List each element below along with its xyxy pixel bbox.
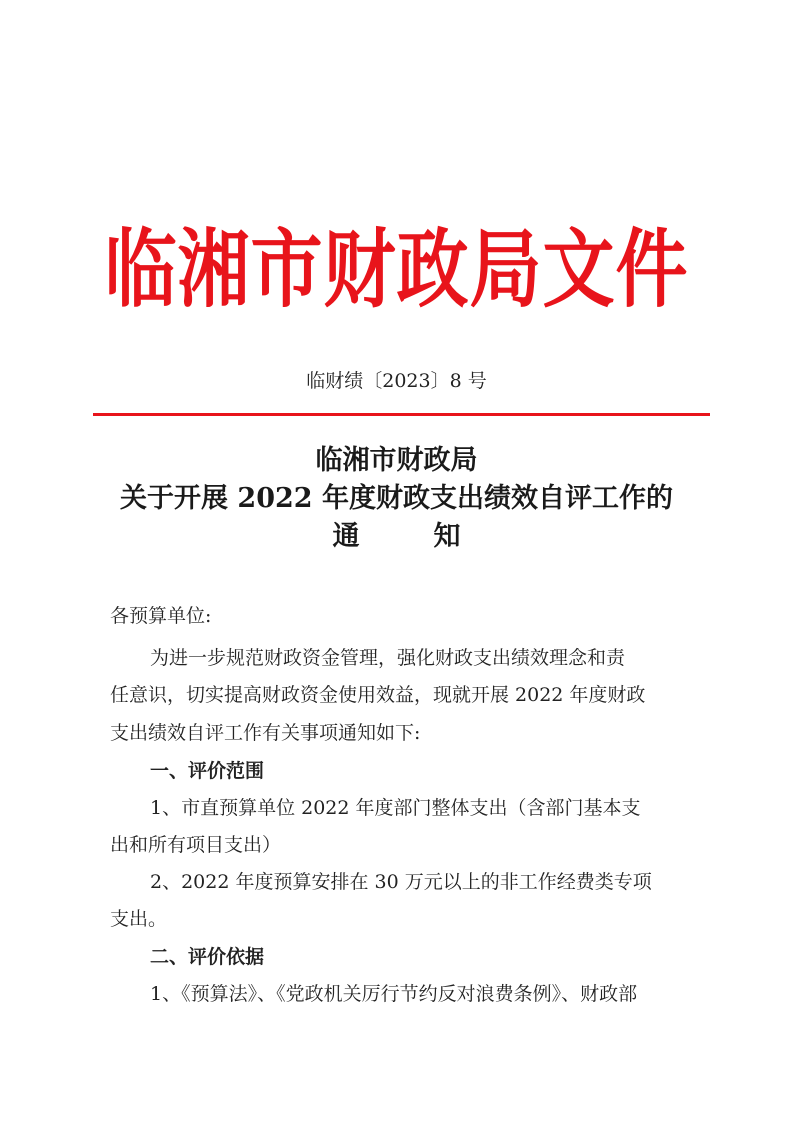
section-heading-basis: 二、评价依据 xyxy=(150,946,265,968)
salutation: 各预算单位: xyxy=(110,605,212,627)
document-number: 临财绩〔2023〕8 号 xyxy=(306,370,487,392)
notice-title-char-2: 知 xyxy=(433,521,461,552)
intro-paragraph-line-3: 支出绩效自评工作有关事项通知如下: xyxy=(110,722,421,744)
scope-item-1-line-2: 出和所有项目支出） xyxy=(110,834,282,856)
basis-item-1-line-1: 1、《预算法》、《党政机关厉行节约反对浪费条例》、财政部 xyxy=(150,983,638,1005)
scope-item-1-line-1: 1、市直预算单位 2022 年度部门整体支出（含部门基本支 xyxy=(150,797,641,819)
red-divider-rule xyxy=(93,413,710,416)
scope-item-2-line-1: 2、2022 年度预算安排在 30 万元以上的非工作经费类专项 xyxy=(150,871,652,893)
intro-paragraph-line-2: 任意识，切实提高财政资金使用效益，现就开展 2022 年度财政 xyxy=(110,684,646,706)
masthead-title: 临湘市财政局文件 xyxy=(104,220,689,320)
notice-title-subject: 关于开展 2022 年度财政支出绩效自评工作的 xyxy=(120,483,673,514)
intro-paragraph-line-1: 为进一步规范财政资金管理，强化财政支出绩效理念和责 xyxy=(150,647,626,669)
notice-title-type xyxy=(0,518,793,556)
scope-item-2-line-2: 支出。 xyxy=(110,908,168,930)
section-heading-scope: 一、评价范围 xyxy=(150,760,265,782)
notice-title-char-1: 通 xyxy=(332,521,360,552)
notice-title-issuer: 临湘市财政局 xyxy=(315,445,478,476)
